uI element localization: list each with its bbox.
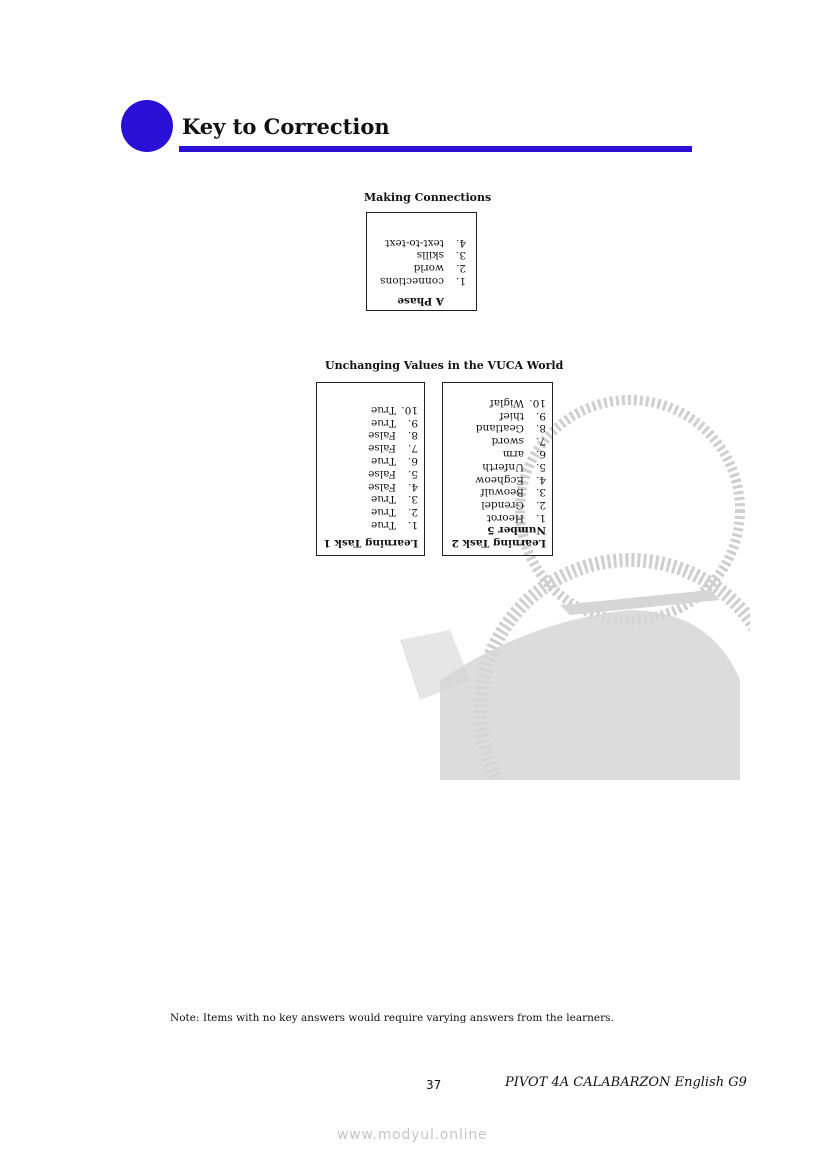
item-answer: text-to-text: [385, 236, 444, 249]
watermark-url: www.modyul.online: [337, 1127, 488, 1143]
item-answer: sword: [491, 435, 524, 448]
item-number: 7.: [407, 442, 418, 455]
page-title: Key to Correction: [182, 114, 390, 139]
list-item: [475, 486, 546, 499]
page-number: 37: [426, 1078, 442, 1092]
item-number: 3.: [407, 493, 418, 506]
item-answer: True: [371, 416, 396, 429]
item-answer: arm: [502, 448, 524, 461]
a-phase-answer-box-upside-down: [367, 213, 476, 310]
item-answer: Beowulf: [480, 486, 524, 499]
learning-task-2-answer-box: [442, 382, 553, 556]
item-answer: False: [368, 480, 396, 493]
list-item: [380, 236, 466, 249]
item-answer: False: [368, 442, 396, 455]
list-item: [368, 403, 418, 416]
learning-task-2-answer-box-upside-down: [443, 383, 552, 555]
item-answer: connections: [380, 275, 444, 287]
list-item: [475, 447, 546, 460]
answer-key-note: Note: Items with no key answers would require varying answers from the learners.: [170, 1012, 614, 1024]
item-answer: Wiglaf: [489, 396, 524, 409]
item-number: 9.: [535, 409, 546, 422]
item-answer: world: [413, 262, 444, 275]
item-number: 8.: [407, 429, 418, 442]
learning-task-1-answer-box: [316, 382, 425, 556]
item-number: 6.: [535, 448, 546, 461]
list-item: [475, 473, 546, 486]
list-item: [380, 261, 466, 274]
footer-brand: PIVOT 4A CALABARZON English G9: [505, 1075, 747, 1090]
learning-task-1-answer-box-upside-down: [317, 383, 424, 555]
item-number: 7.: [535, 435, 546, 448]
header-circle-decoration: [121, 100, 173, 152]
learning-task-2-heading: Learning Task 2: [451, 537, 546, 549]
item-answer: True: [371, 506, 396, 519]
list-item: [368, 505, 418, 518]
item-answer: Unferth: [482, 460, 524, 473]
list-item: [368, 454, 418, 467]
item-answer: thief: [499, 409, 524, 422]
list-item: [475, 460, 546, 473]
list-item: [368, 493, 418, 506]
item-number: 9.: [407, 416, 418, 429]
list-item: [475, 511, 546, 524]
list-item: [368, 441, 418, 454]
item-number: 6.: [407, 455, 418, 468]
list-item: [380, 249, 466, 262]
a-phase-answer-box: [366, 212, 477, 311]
learning-task-1-heading: Learning Task 1: [323, 537, 418, 549]
item-answer: False: [368, 429, 396, 442]
item-number: 5.: [535, 460, 546, 473]
header-underline-bar: [179, 146, 692, 152]
item-number: 1.: [535, 512, 546, 524]
item-number: 1.: [455, 275, 466, 287]
list-item: [475, 409, 546, 422]
list-item: [368, 480, 418, 493]
list-item: [368, 416, 418, 429]
a-phase-heading: A Phase: [397, 295, 444, 307]
learning-task-1-answers: [368, 403, 418, 531]
item-number: 3.: [455, 249, 466, 262]
learning-task-2-answers: [475, 396, 546, 524]
item-answer: False: [368, 467, 396, 480]
item-answer: skills: [416, 249, 444, 262]
item-number: 2.: [407, 506, 418, 519]
item-answer: True: [371, 455, 396, 468]
unchanging-values-title: Unchanging Values in the VUCA World: [325, 359, 564, 372]
item-answer: Ecgheow: [475, 473, 524, 486]
faded-seal-watermark: [380, 380, 750, 780]
making-connections-title: Making Connections: [364, 191, 492, 204]
list-item: [368, 429, 418, 442]
a-phase-answers: [380, 236, 466, 287]
list-item: [475, 422, 546, 435]
item-answer: True: [371, 403, 396, 416]
item-number: 10.: [401, 403, 418, 416]
item-answer: Heorot: [486, 512, 524, 524]
item-number: 10.: [529, 396, 546, 409]
item-answer: Geatland: [475, 422, 524, 435]
list-item: [475, 396, 546, 409]
list-item: [380, 274, 466, 287]
item-answer: True: [371, 493, 396, 506]
item-number: 3.: [535, 486, 546, 499]
learning-task-2-subheading: Number 5: [487, 524, 546, 536]
item-number: 8.: [535, 422, 546, 435]
list-item: [368, 467, 418, 480]
item-number: 5.: [407, 467, 418, 480]
item-number: 4.: [535, 473, 546, 486]
item-number: 4.: [455, 236, 466, 249]
item-number: 2.: [455, 262, 466, 275]
item-answer: Grendel: [481, 499, 524, 512]
list-item: [368, 518, 418, 531]
item-number: 2.: [535, 499, 546, 512]
item-number: 1.: [407, 519, 418, 531]
item-answer: True: [371, 519, 396, 531]
item-number: 4.: [407, 480, 418, 493]
list-item: [475, 434, 546, 447]
list-item: [475, 498, 546, 511]
